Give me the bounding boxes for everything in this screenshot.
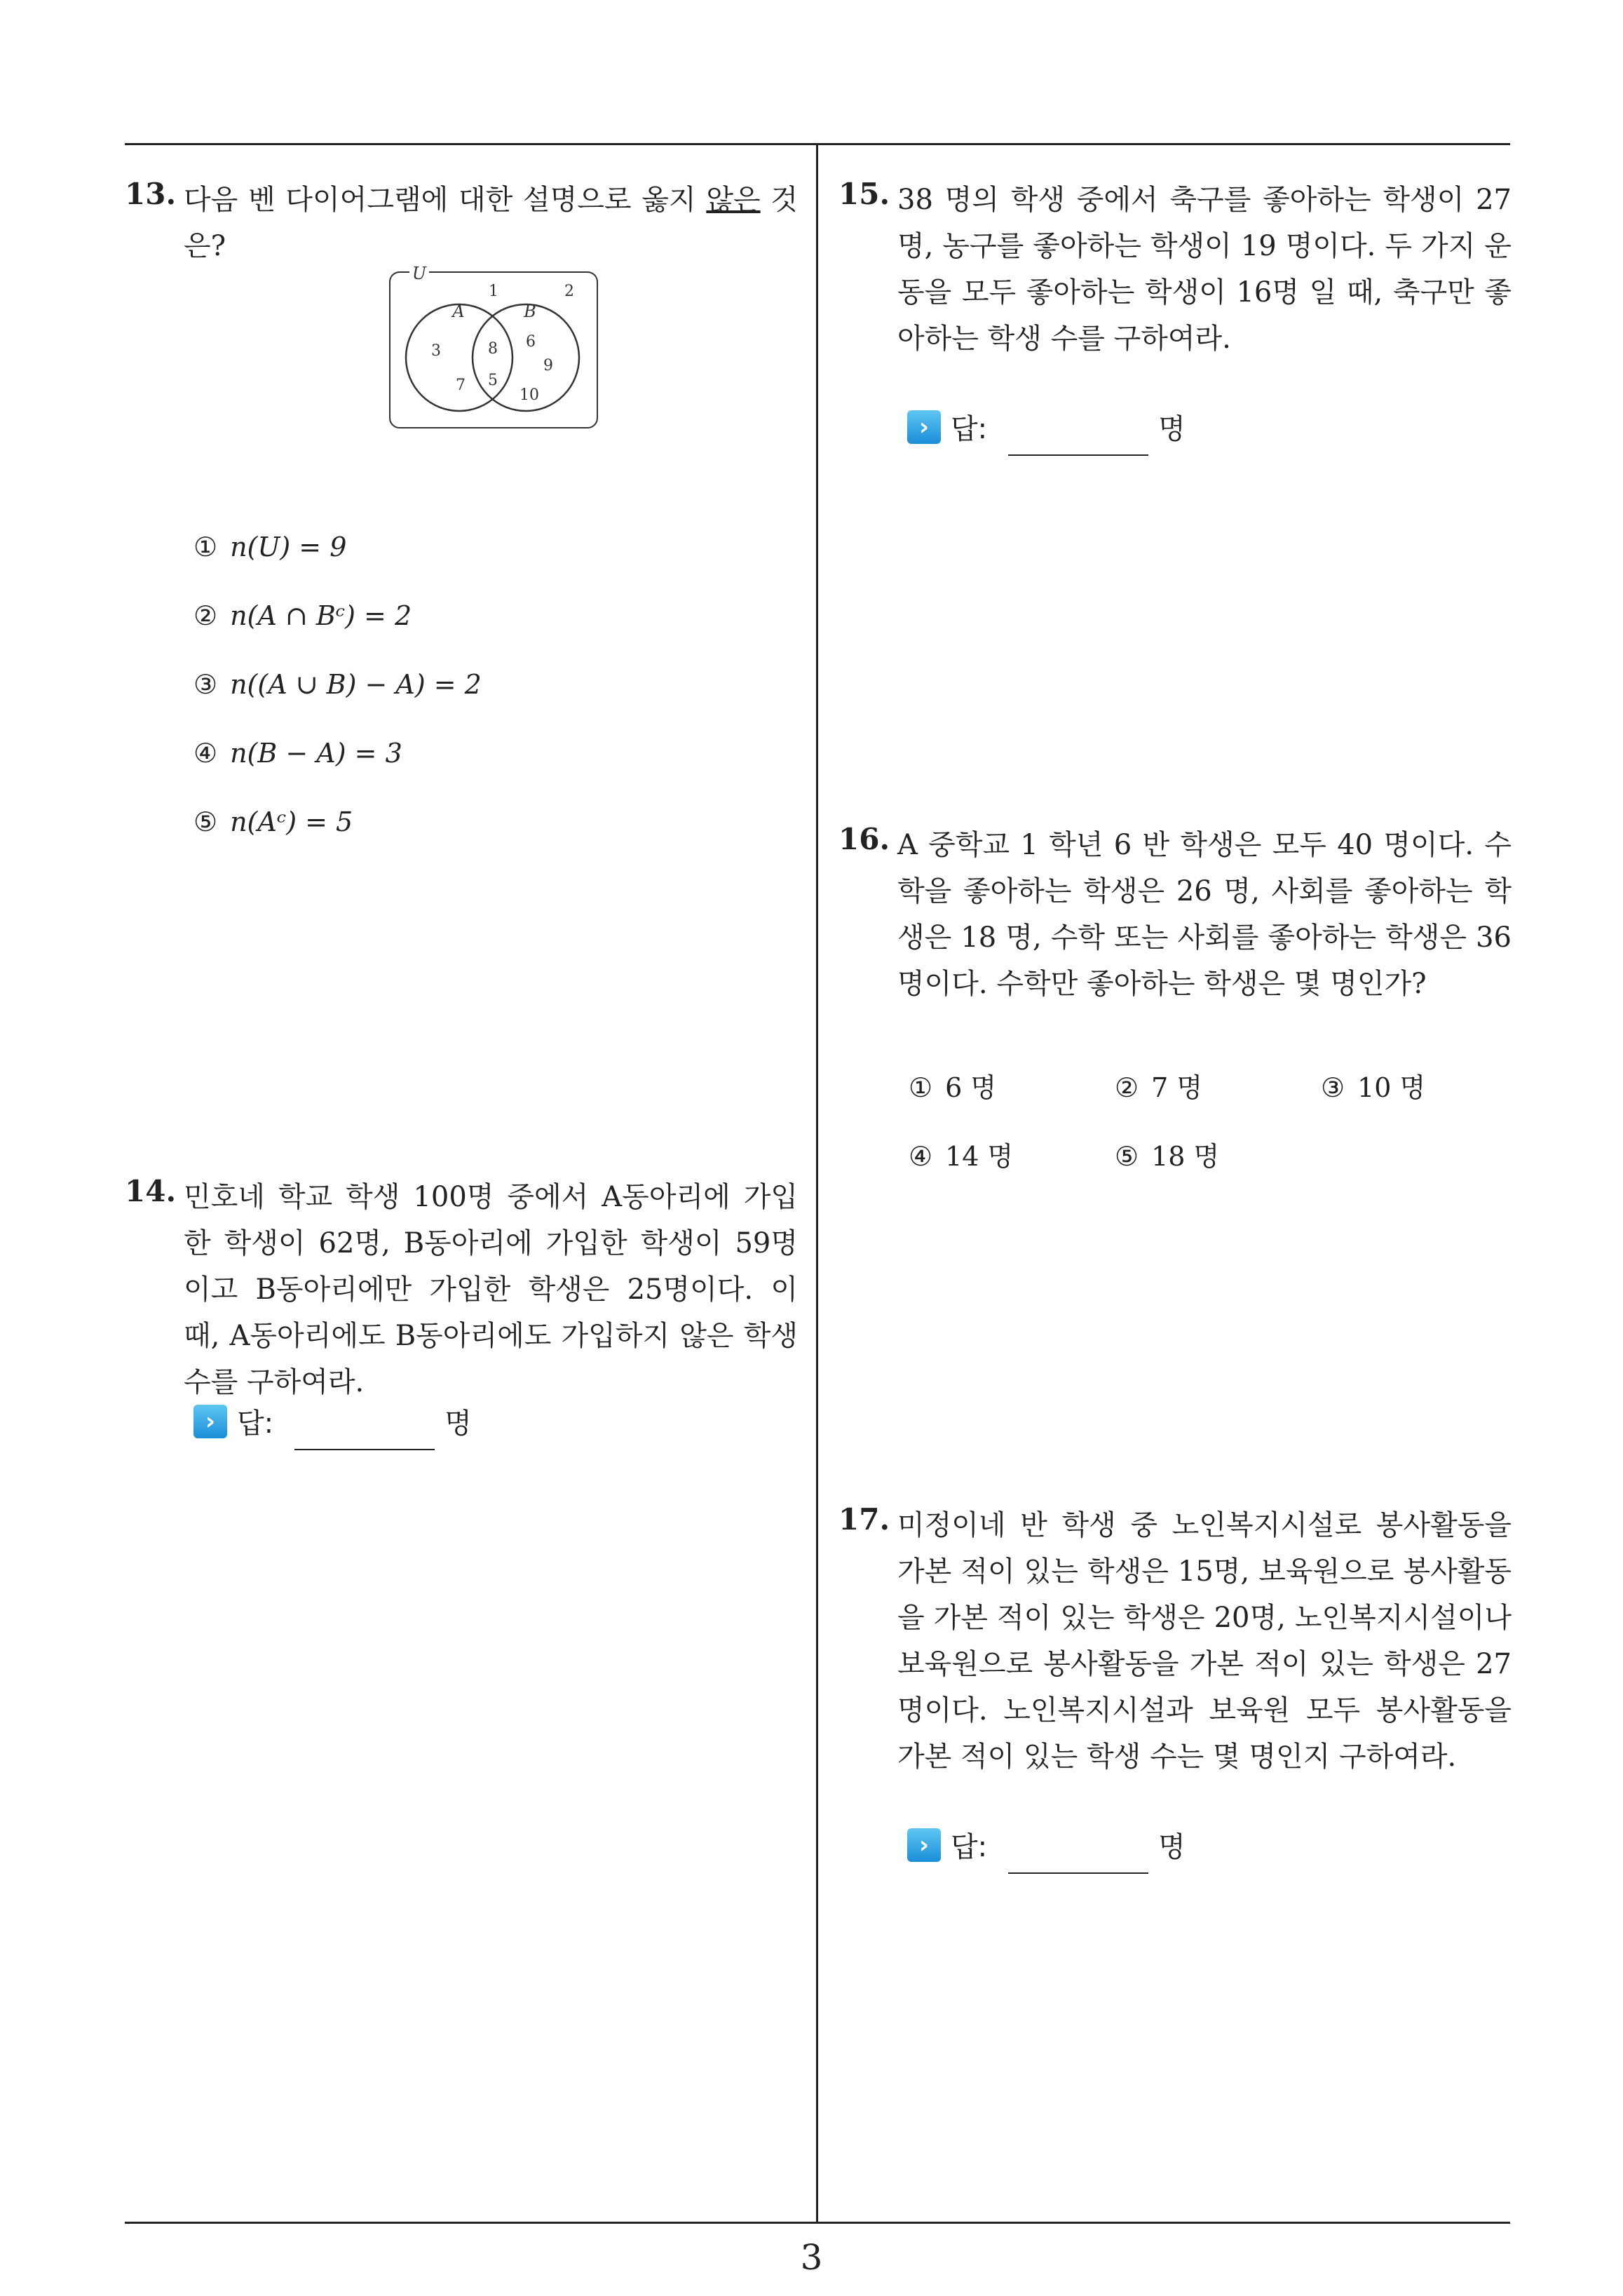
q15-answer — [907, 407, 1186, 447]
q16-option-2[interactable]: ② 7 명 — [1115, 1072, 1203, 1103]
question-14 — [125, 1174, 798, 1405]
question-text: 미정이네 반 학생 중 노인복지시설로 봉사활동을 가본 적이 있는 학생은 15명, 보육원으로 봉사활동을 가본 적이 있는 학생은 20명, 노인복지시설이나 보육원으로 봉사활동을 가본 적이 있는 학생은 27명이다. 노인복지시설과 보육원 모두 봉사활동을 가본 적이 있는 학생 수는 몇 명인지 구하여라. — [897, 1509, 1512, 1773]
q13-option-3[interactable]: ③ n((A ∪ B) − A) = 2 — [193, 669, 482, 700]
q16-option-5[interactable]: ⑤ 18 명 — [1115, 1141, 1220, 1172]
question-number: 15. — [838, 177, 890, 211]
question-15 — [838, 177, 1512, 362]
question-text: 민호네 학교 학생 100명 중에서 A동아리에 가입한 학생이 62명, B동아리에 가입한 학생이 59명이고 B동아리에만 가입한 학생은 25명이다. 이 때, A동아리에도 B동아리에도 가입하지 않은 학생 수를 구하여라. — [184, 1181, 798, 1398]
set-b-label: B — [524, 302, 536, 321]
element: 5 — [488, 372, 498, 389]
element: 2 — [564, 283, 574, 300]
answer-label: 답: — [951, 1831, 988, 1863]
element: 3 — [431, 342, 441, 360]
question-16 — [838, 822, 1512, 1007]
question-13 — [125, 177, 798, 269]
element: 7 — [456, 377, 466, 394]
q16-option-1[interactable]: ① 6 명 — [909, 1072, 997, 1103]
underlined-word: 않은 — [706, 184, 761, 216]
question-number: 13. — [125, 177, 177, 211]
answer-blank[interactable] — [1008, 426, 1148, 456]
q14-answer — [193, 1401, 472, 1441]
question-number: 16. — [838, 822, 890, 856]
chevron-right-icon: › — [193, 1405, 227, 1438]
answer-unit: 명 — [1158, 413, 1186, 445]
question-text: 다음 벤 다이어그램에 대한 설명으로 옳지 않은 것은? — [184, 184, 799, 262]
q13-option-5[interactable]: ⑤ n(Aᶜ) = 5 — [193, 806, 353, 837]
q13-option-4[interactable]: ④ n(B − A) = 3 — [193, 738, 402, 769]
page-number: 3 — [800, 2237, 823, 2278]
element: 9 — [543, 357, 553, 374]
column-separator — [816, 144, 818, 2222]
q17-answer — [907, 1825, 1186, 1865]
chevron-right-icon: › — [907, 1828, 941, 1862]
answer-blank[interactable] — [1008, 1844, 1148, 1874]
element: 10 — [520, 386, 539, 404]
answer-label: 답: — [237, 1407, 274, 1440]
element: 6 — [526, 333, 536, 351]
universe-label: U — [412, 264, 427, 283]
q13-option-1[interactable]: ① n(U) = 9 — [193, 532, 347, 562]
q16-option-3[interactable]: ③ 10 명 — [1321, 1072, 1426, 1103]
question-text: 38 명의 학생 중에서 축구를 좋아하는 학생이 27 명, 농구를 좋아하는 학생이 19 명이다. 두 가지 운동을 모두 좋아하는 학생이 16명 일 때, 축구만 좋아하는 학생 수를 구하여라. — [897, 184, 1512, 355]
set-a-label: A — [452, 302, 465, 321]
answer-unit: 명 — [444, 1407, 472, 1440]
element: 1 — [489, 283, 498, 300]
venn-diagram — [386, 259, 603, 435]
question-text: A 중학교 1 학년 6 반 학생은 모두 40 명이다. 수학을 좋아하는 학생은 26 명, 사회를 좋아하는 학생은 18 명, 수학 또는 사회를 좋아하는 학생은 36 명이다. 수학만 좋아하는 학생은 몇 명인가? — [897, 829, 1512, 1000]
answer-unit: 명 — [1158, 1831, 1186, 1863]
answer-blank[interactable] — [294, 1421, 435, 1450]
q13-option-2[interactable]: ② n(A ∩ Bᶜ) = 2 — [193, 600, 412, 631]
answer-label: 답: — [951, 413, 988, 445]
chevron-right-icon: › — [907, 410, 941, 444]
element: 8 — [488, 340, 498, 358]
question-17 — [838, 1502, 1512, 1780]
bottom-rule — [125, 2222, 1510, 2224]
question-number: 14. — [125, 1174, 177, 1208]
q16-option-4[interactable]: ④ 14 명 — [909, 1141, 1014, 1172]
question-number: 17. — [838, 1502, 890, 1537]
